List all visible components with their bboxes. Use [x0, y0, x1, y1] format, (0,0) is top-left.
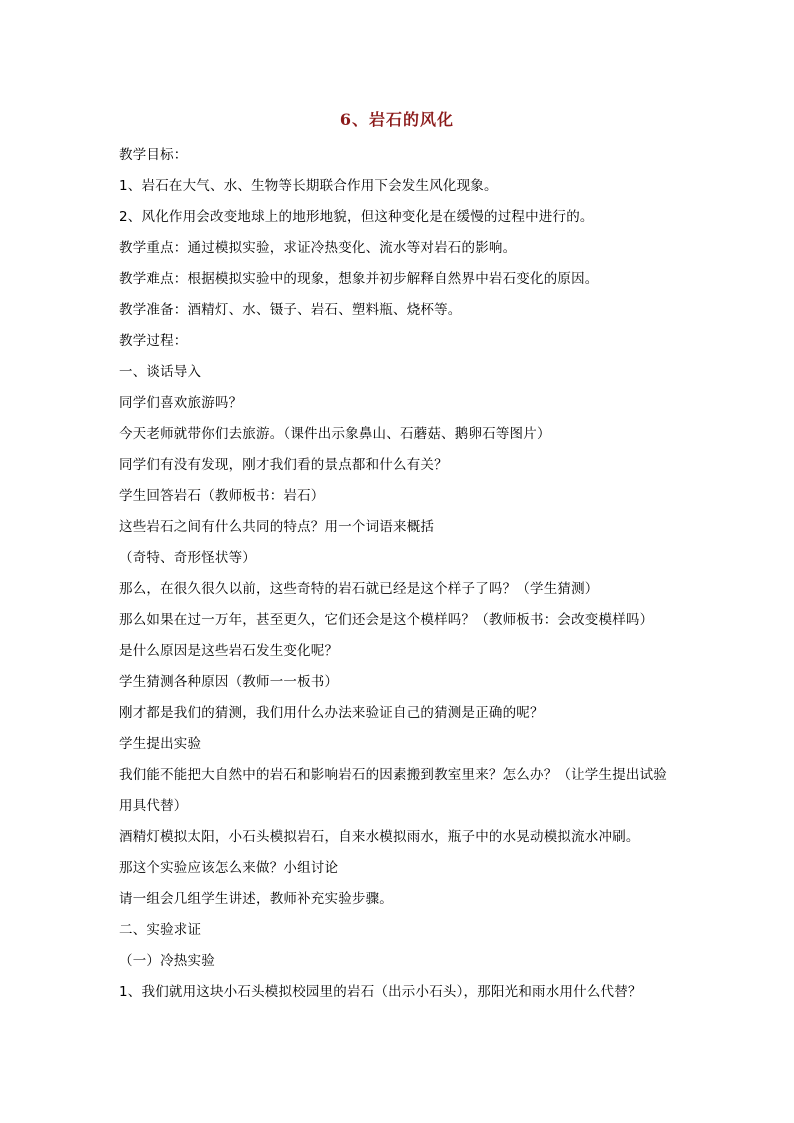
text-line: 刚才都是我们的猜测，我们用什么办法来验证自己的猜测是正确的呢？: [119, 705, 544, 721]
text-line: 那这个实验应该怎么来做？小组讨论: [119, 860, 339, 876]
text-line: 学生猜测各种原因（教师一一板书）: [119, 674, 339, 690]
text-line: 学生回答岩石（教师板书：岩石）: [119, 488, 325, 504]
text-line: 教学重点：通过模拟实验，求证冷热变化、流水等对岩石的影响。: [119, 240, 517, 256]
text-paragraph: 我们能不能把大自然中的岩石和影响岩石的因素搬到教室里来？怎么办？（让学生提出试验用具代替）: [119, 767, 667, 814]
text-line: 那么，在很久很久以前，这些奇特的岩石就已经是这个样子了吗？（学生猜测）: [119, 581, 599, 597]
text-line: 是什么原因是这些岩石发生变化呢？: [119, 643, 339, 659]
text-line: 今天老师就带你们去旅游。（课件出示象鼻山、石蘑菇、鹅卵石等图片）: [119, 426, 551, 442]
text-line: 二、实验求证: [119, 922, 202, 938]
text-line: 教学过程：: [119, 333, 188, 349]
document-title: 6、岩石的风化: [339, 110, 455, 129]
text-line: 请一组会几组学生讲述，教师补充实验步骤。: [119, 891, 393, 907]
text-line: 教学目标：: [119, 147, 188, 163]
text-line: 同学们有没有发现，刚才我们看的景点都和什么有关？: [119, 457, 448, 473]
text-line: 酒精灯模拟太阳，小石头模拟岩石，自来水模拟雨水，瓶子中的水晃动模拟流水冲刷。: [119, 829, 640, 845]
text-line: （一）冷热实验: [119, 953, 215, 969]
text-line: 同学们喜欢旅游吗？: [119, 395, 243, 411]
text-line: 这些岩石之间有什么共同的特点？用一个词语来概括: [119, 519, 435, 535]
text-line: 1、岩石在大气、水、生物等长期联合作用下会发生风化现象。: [119, 178, 498, 194]
text-line: 那么如果在过一万年，甚至更久，它们还会是这个模样吗？（教师板书：会改变模样吗）: [119, 612, 654, 628]
text-line: 学生提出实验: [119, 736, 202, 752]
text-line: 2、风化作用会改变地球上的地形地貌，但这种变化是在缓慢的过程中进行的。: [119, 209, 594, 225]
text-line: 1、我们就用这块小石头模拟校园里的岩石（出示小石头），那阳光和雨水用什么代替？: [119, 984, 642, 1000]
text-line: 教学难点：根据模拟实验中的现象，想象并初步解释自然界中岩石变化的原因。: [119, 271, 599, 287]
text-line: （奇特、奇形怪状等）: [119, 550, 256, 566]
text-line: 教学准备：酒精灯、水、镊子、岩石、塑料瓶、烧杯等。: [119, 302, 462, 318]
text-line: 一、谈话导入: [119, 364, 202, 380]
